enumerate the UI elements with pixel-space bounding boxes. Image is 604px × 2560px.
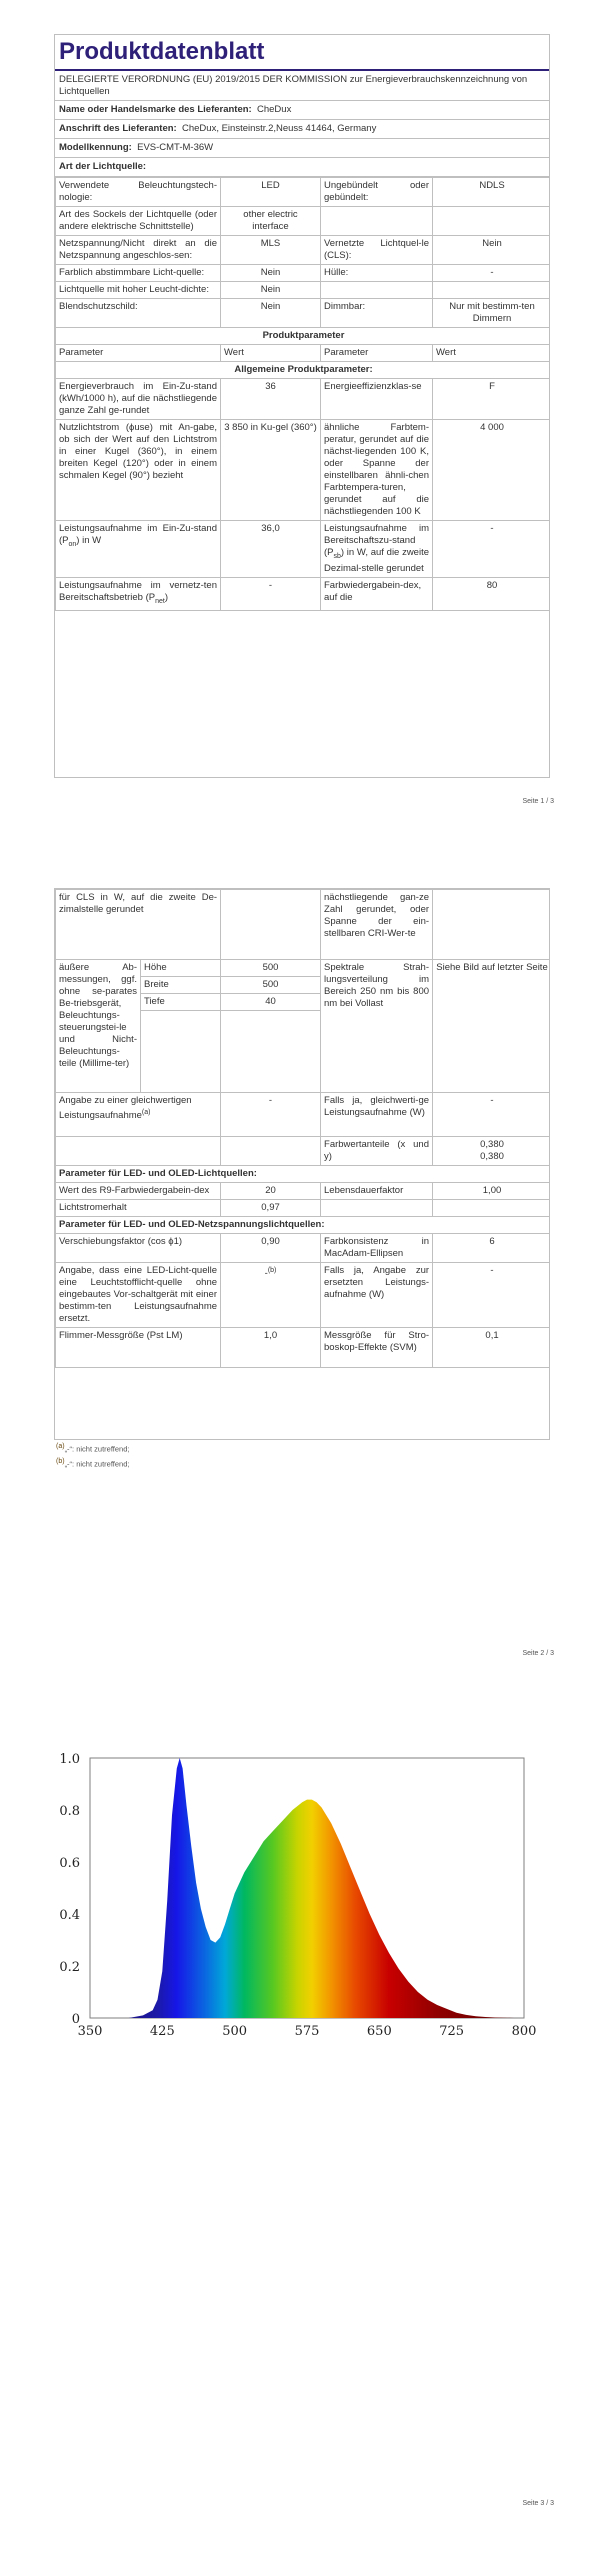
cell (221, 890, 321, 960)
cell (56, 1093, 221, 1137)
cell: - (433, 1093, 550, 1137)
supplier-name: CheDux (257, 104, 292, 115)
led-params-heading: Parameter für LED- und OLED-Lichtquellen: (56, 1166, 551, 1183)
datasheet-frame-page-2 (54, 888, 550, 1440)
text: - (264, 1268, 268, 1280)
cell: Farblich abstimmbare Licht-quelle: (56, 265, 221, 282)
page-3 (0, 1695, 604, 2560)
table-row (56, 265, 551, 282)
cell: Farbwertanteile (x und y) (321, 1137, 433, 1166)
cell (433, 282, 551, 299)
x-tick-label: 425 (149, 2024, 175, 2039)
light-type-heading: Art der Lichtquelle: (55, 158, 549, 177)
column-header: Wert (433, 345, 551, 362)
spectral-value: Siehe Bild auf letzter Seite (433, 960, 550, 1093)
datasheet-frame-page-1 (54, 34, 550, 778)
chroma-x: 0,380 (480, 1139, 504, 1150)
cell (433, 207, 551, 236)
table-row (56, 207, 551, 236)
cell: Lichtstromerhalt (56, 1200, 221, 1217)
footnote-text: „-“: nicht zutreffend; (64, 1459, 130, 1469)
text: net (155, 597, 165, 605)
general-params-heading: Allgemeine Produktparameter: (56, 362, 551, 379)
table-row (56, 1263, 551, 1328)
cell: Energieverbrauch im Ein-Zu-stand (kWh/1000 h), auf die nächstliegende ganze Zahl ge-rundet (56, 379, 221, 420)
cell: 1,00 (433, 1183, 550, 1200)
y-tick-label: 0.6 (59, 1856, 80, 1871)
dimension-value: 500 (221, 977, 321, 994)
cell (221, 1011, 321, 1093)
table-row (56, 521, 551, 578)
cell: 0,97 (221, 1200, 321, 1217)
cell: Farbkonsistenz in MacAdam-Ellipsen (321, 1234, 433, 1263)
page-title: Produktdatenblatt (55, 35, 549, 71)
x-tick-label: 575 (294, 2024, 320, 2039)
cell: Wert des R9-Farbwiedergabein-dex (56, 1183, 221, 1200)
cell (433, 890, 550, 960)
x-tick-label: 500 (222, 2024, 248, 2039)
text: on (68, 540, 77, 548)
cell: 20 (221, 1183, 321, 1200)
table-row (56, 379, 551, 420)
product-params-heading: Produktparameter (56, 328, 551, 345)
model-row (55, 139, 549, 158)
cell: 1,0 (221, 1328, 321, 1368)
table-row (56, 1093, 551, 1137)
supplier-address-label: Anschrift des Lieferanten: (59, 123, 177, 134)
table-row (56, 362, 551, 379)
cell: Farbwiedergabein-dex, auf die (321, 577, 433, 610)
y-axis (59, 1752, 80, 2027)
table-row (56, 1328, 551, 1368)
cell: F (433, 379, 551, 420)
text: ) (164, 591, 169, 603)
cell: Nein (221, 299, 321, 328)
cell: Ungebündelt oder gebündelt: (321, 178, 433, 207)
cell: Art des Sockels der Lichtquelle (oder andere elektrische Schnittstelle) (56, 207, 221, 236)
cell (321, 521, 433, 578)
text: ) in W, auf die zweite Dezimal-stelle gerundet (324, 547, 429, 574)
spectral-distribution-chart (0, 1695, 604, 2095)
footnote-ref: (b) (267, 1267, 277, 1274)
column-header: Parameter (321, 345, 433, 362)
regulation-text: DELEGIERTE VERORDNUNG (EU) 2019/2015 DER KOMMISSION zur Energieverbrauchskennzeichnung von Lichtquellen (55, 71, 549, 101)
text: sb (333, 552, 341, 560)
cell: - (433, 521, 551, 578)
cell: Nein (433, 236, 551, 265)
cell: 36 (221, 379, 321, 420)
cell (321, 207, 433, 236)
table-row (56, 1234, 551, 1263)
cell: nächstliegende gan-ze Zahl gerundet, oder Spanne der ein-stellbaren CRI-Wer-te (321, 890, 433, 960)
cell: Lichtquelle mit hoher Leucht-dichte: (56, 282, 221, 299)
table-row (56, 236, 551, 265)
cell: Messgröße für Stro-boskop-Effekte (SVM) (321, 1328, 433, 1368)
text: Angabe zu einer gleichwertigen Leistungsaufnahme (59, 1095, 192, 1122)
cell (221, 1137, 321, 1166)
cell: 0,1 (433, 1328, 550, 1368)
model-id: EVS-CMT-M-36W (137, 142, 214, 153)
footnote-a (56, 1443, 129, 1454)
cell: Falls ja, Angabe zur ersetzten Leistungs-aufnahme (W) (321, 1263, 433, 1328)
cell: Lebensdauerfaktor (321, 1183, 433, 1200)
cell (141, 1011, 221, 1093)
x-tick-label: 800 (511, 2024, 537, 2039)
cell (321, 1200, 433, 1217)
x-tick-label: 650 (366, 2024, 392, 2039)
table-row (56, 420, 551, 521)
cell: LED (221, 178, 321, 207)
page-2 (0, 842, 604, 1695)
cell: 4 000 (433, 420, 551, 521)
model-label: Modellkennung: (59, 142, 132, 153)
text: Leistungsaufnahme im Ein-Zu-stand (P (59, 523, 217, 546)
cell: - (221, 577, 321, 610)
cell: Energieeffizienzklas-se (321, 379, 433, 420)
cell: Verwendete Beleuchtungstech-nologie: (56, 178, 221, 207)
cell: Nein (221, 282, 321, 299)
dimension-value: 500 (221, 960, 321, 977)
cell: Angabe, dass eine LED-Licht-quelle eine Leuchtstofflicht-quelle ohne eingebautes Vor-schaltgerät mit einer bestimm-ten Leistungsaufnahme ersetzt. (56, 1263, 221, 1328)
cell: Dimmbar: (321, 299, 433, 328)
supplier-name-row (55, 101, 549, 120)
table-header-row (56, 345, 551, 362)
cell: Blendschutzschild: (56, 299, 221, 328)
cell: 3 850 in Ku-gel (360°) (221, 420, 321, 521)
page-1 (0, 0, 604, 842)
cell: Verschiebungsfaktor (cos ϕ1) (56, 1234, 221, 1263)
cell: 6 (433, 1234, 550, 1263)
cell: Nein (221, 265, 321, 282)
cell (433, 1200, 550, 1217)
dimension-value: 40 (221, 994, 321, 1011)
cell: Hülle: (321, 265, 433, 282)
supplier-name-label: Name oder Handelsmarke des Lieferanten: (59, 104, 252, 115)
cell: MLS (221, 236, 321, 265)
x-tick-label: 725 (439, 2024, 465, 2039)
cell: 80 (433, 577, 551, 610)
cell: - (433, 1263, 550, 1328)
dimension-name: Tiefe (141, 994, 221, 1011)
cell: other electric interface (221, 207, 321, 236)
cell: für CLS in W, auf die zweite De-zimalstelle gerundet (56, 890, 221, 960)
table-row (56, 299, 551, 328)
cell: - (221, 1093, 321, 1137)
table-row (56, 890, 551, 960)
dimensions-label: äußere Ab-messungen, ggf. ohne se-parates Be-triebsgerät, Beleuchtungs-steuerungstei-le und Nicht-Beleuchtungs-teile (Millime-ter) (56, 960, 141, 1093)
cell (56, 521, 221, 578)
page-number: Seite 3 / 3 (522, 2500, 554, 2507)
page-number: Seite 2 / 3 (522, 1650, 554, 1657)
column-header: Parameter (56, 345, 221, 362)
table-row (56, 1200, 551, 1217)
table-row (56, 577, 551, 610)
y-tick-label: 0.2 (59, 1960, 80, 1975)
table-row (56, 328, 551, 345)
x-axis (78, 2024, 537, 2039)
chroma-y: 0,380 (480, 1151, 504, 1162)
cell (321, 282, 433, 299)
footnote-text: „-“: nicht zutreffend; (64, 1444, 130, 1454)
spectral-label: Spektrale Strah-lungsverteilung im Bereich 250 nm bis 800 nm bei Vollast (321, 960, 433, 1093)
footnote-ref: (a) (141, 1109, 151, 1116)
cell: ähnliche Farbtem-peratur, gerundet auf die nächst-liegenden 100 K, oder Spanne der einstellbaren ähnli-chen Farbtempera-turen, gerundet auf die nächstliegenden 100 K (321, 420, 433, 521)
footnote-b (56, 1458, 129, 1469)
dimension-name: Breite (141, 977, 221, 994)
cell: 36,0 (221, 521, 321, 578)
footnote-marker: (b) (56, 1458, 65, 1465)
cell (56, 577, 221, 610)
mains-params-heading: Parameter für LED- und OLED-Netzspannungslichtquellen: (56, 1217, 551, 1234)
y-tick-label: 0.8 (59, 1804, 80, 1819)
light-type-table (55, 177, 550, 611)
cell: Vernetzte Lichtquel-le (CLS): (321, 236, 433, 265)
cell: Netzspannung/Nicht direkt an die Netzspannung angeschlos-sen: (56, 236, 221, 265)
supplier-address-row (55, 120, 549, 139)
column-header: Wert (221, 345, 321, 362)
cell: - (433, 265, 551, 282)
x-tick-label: 350 (77, 2024, 103, 2039)
y-tick-label: 0 (71, 2012, 80, 2027)
y-tick-label: 1.0 (59, 1752, 80, 1767)
cell: Nutzlichtstrom (ϕuse) mit An-gabe, ob sich der Wert auf den Lichtstrom in einer Kugel (360°), in einem breiten Kegel (120°) oder in einem schmalen Kegel (90°) bezieht (56, 420, 221, 521)
page-number: Seite 1 / 3 (522, 798, 554, 805)
cell (221, 1263, 321, 1328)
cell: 0,90 (221, 1234, 321, 1263)
text: ) in W (76, 535, 102, 546)
y-tick-label: 0.4 (59, 1908, 80, 1923)
text: Leistungsaufnahme im Bereitschaftszu-stand (P (324, 523, 429, 558)
cell (56, 1137, 221, 1166)
cell (433, 1137, 550, 1166)
table-row (56, 960, 551, 977)
table-row (56, 1166, 551, 1183)
table-row (56, 1137, 551, 1166)
cell: NDLS (433, 178, 551, 207)
table-row (56, 1183, 551, 1200)
cell: Flimmer-Messgröße (Pst LM) (56, 1328, 221, 1368)
text: Leistungsaufnahme im vernetz-ten Bereitschaftsbetrieb (P (59, 579, 217, 603)
table-row (56, 178, 551, 207)
cell: Nur mit bestimm-ten Dimmern (433, 299, 551, 328)
params-table-continued (55, 889, 550, 1368)
cell: Falls ja, gleichwerti-ge Leistungsaufnahme (W) (321, 1093, 433, 1137)
table-row (56, 282, 551, 299)
table-row (56, 1217, 551, 1234)
supplier-address: CheDux, Einsteinstr.2,Neuss 41464, Germany (182, 123, 377, 134)
dimension-name: Höhe (141, 960, 221, 977)
footnote-marker: (a) (56, 1443, 65, 1450)
